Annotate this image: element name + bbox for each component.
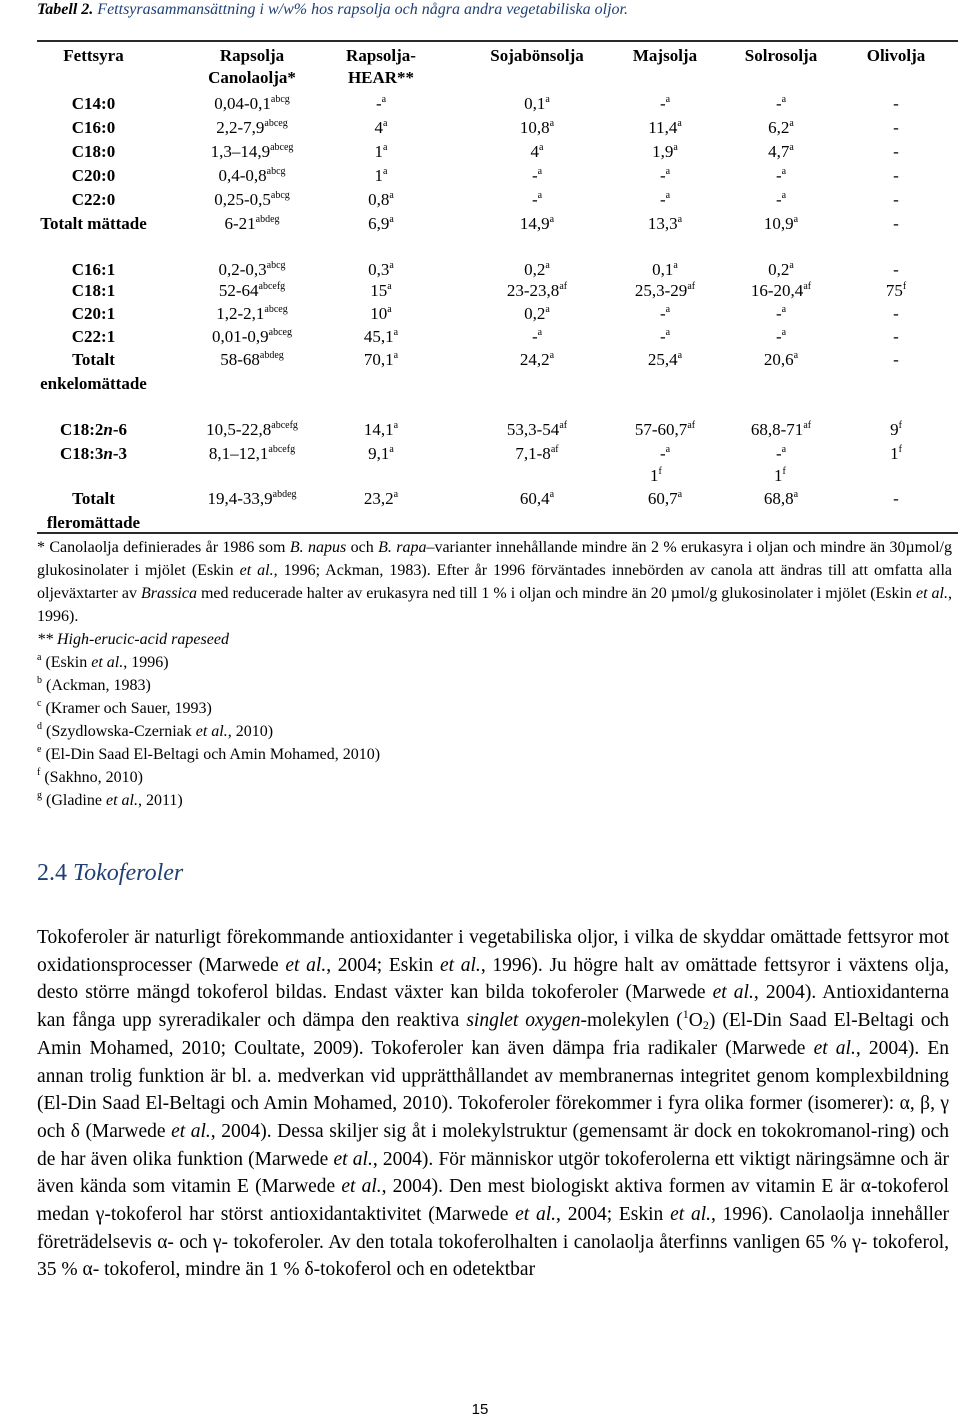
table-cell: 0,3$^a$ (368, 260, 394, 279)
reference-item: $^d$ (Szydlowska-Czerniak et al., 2010) (37, 721, 274, 740)
row-label: C14:0 (71, 94, 116, 113)
table-cell: 10$^a$ (370, 304, 392, 323)
table-cell: 68,8$^a$ (763, 489, 799, 508)
table-row (0, 442, 960, 485)
reference-item: $^g$ (Gladine et al., 2011) (37, 790, 183, 809)
reference-item: $^a$ (Eskin et al., 1996) (37, 652, 169, 671)
table-cell: $1,3-14,9^{abceg}$ (210, 142, 294, 161)
table-footnotes (37, 536, 952, 812)
table-row (0, 116, 960, 140)
table-cell: 1$^f$ (890, 444, 902, 463)
reference-item: $^f$ (Sakhno, 2010) (37, 767, 143, 786)
reference-item: $^b$ (Ackman, 1983) (37, 675, 151, 694)
table-cell: -$^a$ (375, 94, 387, 113)
page-number: 15 (471, 1401, 489, 1418)
table-cell: - (893, 118, 899, 137)
table-row (0, 164, 960, 188)
table-cell: 1$^a$ (374, 142, 388, 161)
hear-footnote: ** High-erucic-acid rapeseed (37, 631, 229, 648)
table-cell: $6-21^{abdeg}$ (224, 214, 280, 233)
row-label: C18:3n-3 (59, 444, 128, 463)
row-label: C22:1 (71, 327, 116, 346)
table-cell: $8,1-12,1^{abcefg}$ (208, 444, 296, 463)
table-cell: 1$^a$ (374, 166, 388, 185)
table-cell: 9,1$^a$ (368, 444, 394, 463)
row-label: C16:1 (71, 260, 116, 279)
table-row (0, 212, 960, 236)
table-row (0, 348, 960, 393)
table-cell: -$^a$ (659, 304, 671, 323)
table-cell: 4$^a$ (530, 142, 544, 161)
header-majsolja: Majsolja (632, 46, 698, 65)
table-cell: 45,1$^a$ (363, 327, 399, 346)
table-cell: 13,3$^a$ (647, 214, 683, 233)
table-cell: 15$^a$ (370, 281, 392, 300)
table-cell: - (893, 327, 899, 346)
table-row (0, 325, 960, 349)
section-number: 2.4 (37, 860, 67, 886)
table-cell: 1$^f$ (774, 466, 786, 485)
table-cell: 9$^f$ (890, 420, 902, 439)
row-label: C20:0 (71, 166, 116, 185)
row-label: C22:0 (71, 190, 116, 209)
table-cell: 1$^f$ (650, 466, 662, 485)
header-olivolja: Olivolja (866, 46, 926, 65)
table-top-rule (37, 40, 958, 42)
table-cell: 0,2$^a$ (524, 304, 550, 323)
table-cell: $19,4-33,9^{abdeg}$ (207, 489, 297, 508)
table-cell: - (893, 94, 899, 113)
table-cell: 70,1$^a$ (363, 350, 399, 369)
table-cell: 60,4$^a$ (519, 489, 555, 508)
table-cell: -$^a$ (659, 444, 671, 463)
table-cell: $53,3-54^{af}$ (506, 420, 568, 439)
table-cell: - (893, 142, 899, 161)
table-cell: 0,2$^a$ (524, 260, 550, 279)
table-row (0, 418, 960, 442)
row-label: Totalt fleromättade (46, 489, 141, 532)
row-label: C20:1 (71, 304, 116, 323)
table-cell: $68,8-71^{af}$ (750, 420, 812, 439)
table-cell: 0,1$^a$ (524, 94, 550, 113)
table-cell: 75$^f$ (885, 281, 907, 300)
table-cell: 6,9$^a$ (368, 214, 394, 233)
section-heading (37, 860, 183, 887)
table-cell: -$^a$ (659, 190, 671, 209)
table-cell: -$^a$ (775, 444, 787, 463)
table-cell: 60,7$^a$ (647, 489, 683, 508)
table-cell: -$^a$ (531, 166, 543, 185)
table-cell: 20,6$^a$ (763, 350, 799, 369)
table-cell: $0,25-0,5^{abcg}$ (214, 190, 290, 209)
table-cell: $58-68^{abdeg}$ (220, 350, 284, 369)
section-title: Tokoferoler (73, 860, 184, 886)
table-cell: -$^a$ (659, 166, 671, 185)
table-cell: -$^a$ (659, 94, 671, 113)
table-cell: 11,4$^a$ (648, 118, 682, 137)
table-cell: - (893, 350, 899, 369)
row-label: C18:1 (71, 281, 116, 300)
table-cell: $0,4-0,8^{abcg}$ (218, 166, 286, 185)
table-caption (37, 0, 628, 20)
table-cell: - (893, 166, 899, 185)
table-cell: $0,2-0,3^{abcg}$ (218, 260, 286, 279)
table-cell: 10,8$^a$ (519, 118, 555, 137)
table-cell: - (893, 304, 899, 323)
table-cell: $25,3-29^{af}$ (634, 281, 696, 300)
table-caption-text: Fettsyrasammansättning i w/w% hos rapsolja och några andra vegetabiliska oljor. (97, 1, 628, 18)
table-cell: -$^a$ (775, 304, 787, 323)
table-row (0, 188, 960, 212)
table-cell: $1,2-2,1^{abceg}$ (216, 304, 288, 323)
table-cell: 1,9$^a$ (652, 142, 678, 161)
table-cell: - (893, 489, 899, 508)
table-cell: 10,9$^a$ (763, 214, 799, 233)
body-paragraph: Tokoferoler är naturligt förekommande antioxidanter i vegetabiliska oljor, i vilka de skyddar omättade fettsyror mot oxidationsprocesser (Marwede et al., 2004; Eskin et al., 1996). Ju högre halt av omättade fettsyror i växtens olja, desto större mängd tokoferol bildas. Endast växter kan bilda tokoferoler (Marwede et al., 2004). Antioxidanterna kan fånga upp syreradikaler och dämpa den reaktiva singlet oxygen-molekylen $(^1O_2)$ (El-Din Saad El-Beltagi och Amin Mohamed, 2010; Coultate, 2009). Tokoferoler kan även dämpa fria radikaler (Marwede et al., 2004). En annan trolig funktion är bl. a. medverkan vid upprätthållandet av membranernas integritet genom komplexbildning (El-Din Saad El-Beltagi och Amin Mohamed, 2010). Tokoferoler förekommer i fyra olika former (isomerer): α, β, γ och δ (Marwede et al., 2004). Dessa skiljer sig åt i molekylstruktur (gemensamt är dock en tokokromanol-ring) och de har även olika funktion (Marwede et al., 2004). För människor utgör tokoferolerna ett viktigt näringsämne och är även kända som vitamin E (Marwede et al., 2004). Den mest biologiskt aktiva formen av vitamin E är α-tokoferol medan γ-tokoferol har störst antioxidantaktivitet (Marwede et al., 2004; Eskin et al., 1996). Canolaolja innehåller företrädelsevis α- och γ- tokoferoler. Av den totala tokoferolhalten i canolaolja återfinns vanligen 65 % γ- tokoferol, 35 % α- tokoferol, mindre än 1 % δ-tokoferol och en odetektbar (37, 927, 950, 1281)
table-label: Tabell 2. (37, 1, 94, 18)
table-cell: $0,01-0,9^{abceg}$ (212, 327, 292, 346)
reference-list (37, 651, 952, 812)
table-cell: - (893, 260, 899, 279)
table-row (0, 140, 960, 164)
table-cell: 23-23,8$^{af}$ (506, 281, 568, 300)
table-cell: 57-60,7$^{af}$ (634, 420, 696, 439)
header-sojabonsolja: Sojabönsolja (490, 46, 584, 65)
row-label: Totalt mättade (40, 214, 147, 233)
table-cell: 0,1$^a$ (652, 260, 678, 279)
row-label: C18:0 (71, 142, 116, 161)
reference-item: $^c$ (Kramer och Sauer, 1993) (37, 698, 212, 717)
table-cell: 16-20,4$^{af}$ (750, 281, 812, 300)
table-cell: $7,1-8^{af}$ (515, 444, 559, 463)
table-cell: -$^a$ (775, 327, 787, 346)
table-cell: $2,2-7,9^{abceg}$ (216, 118, 288, 137)
header-fettsyra: Fettsyra (63, 46, 124, 65)
table-cell: - (893, 214, 899, 233)
header-solrosolja: Solrosolja (744, 46, 818, 65)
table-row (0, 279, 960, 303)
table-row (0, 487, 960, 532)
header-rapsolja-hear: Rapsolja- HEAR** (346, 46, 416, 87)
table-cell: - (893, 190, 899, 209)
table-cell: 4,7$^a$ (768, 142, 794, 161)
row-label: C18:2n-6 (59, 420, 128, 439)
table-cell: 25,4$^a$ (647, 350, 683, 369)
table-cell: 14,1$^a$ (363, 420, 399, 439)
table-cell: -$^a$ (531, 190, 543, 209)
table-cell: 4$^a$ (374, 118, 388, 137)
table-cell: $0,04-0,1^{abcg}$ (214, 94, 290, 113)
table-cell: -$^a$ (775, 190, 787, 209)
table-cell: 23,2$^a$ (363, 489, 399, 508)
table-bottom-rule (37, 532, 958, 534)
table-cell: -$^a$ (531, 327, 543, 346)
row-label: C16:0 (71, 118, 116, 137)
table-cell: 24,2$^a$ (519, 350, 555, 369)
table-cell: 14,9$^a$ (519, 214, 555, 233)
header-rapsolja: Rapsolja Canolaolja* (208, 46, 296, 87)
table-cell: -$^a$ (775, 94, 787, 113)
table-cell: 6,2$^a$ (768, 118, 794, 137)
table-row (0, 92, 960, 116)
row-label: Totalt enkelomättade (40, 350, 147, 393)
table-cell: -$^a$ (659, 327, 671, 346)
table-cell: -$^a$ (775, 166, 787, 185)
canola-footnote: * Canolaolja definierades år 1986 som B. napus och B. rapa–varianter innehållande mindre än 2 % erukasyra i oljan och mindre än 30µmol/g glukosinolater i mjölet (Eskin et al., 1996; Ackman, 1983). Efter år 1996 förväntades innebörden av canola att ändras till att omfatta alla oljeväxtarter av Brassica med reducerade halter av erukasyra ned till 1 % i oljan och mindre än 20 µmol/g glukosinolater i mjölet (Eskin et al., 1996). (37, 539, 952, 625)
table-row (0, 302, 960, 326)
reference-item: $^e$ (El-Din Saad El-Beltagi och Amin Mohamed, 2010) (37, 744, 381, 763)
table-cell: 0,8$^a$ (368, 190, 394, 209)
table-cell: $10,5-22,8^{abcefg}$ (206, 420, 298, 439)
table-cell: $52-64^{abcefg}$ (218, 281, 286, 300)
table-cell: 0,2$^a$ (768, 260, 794, 279)
